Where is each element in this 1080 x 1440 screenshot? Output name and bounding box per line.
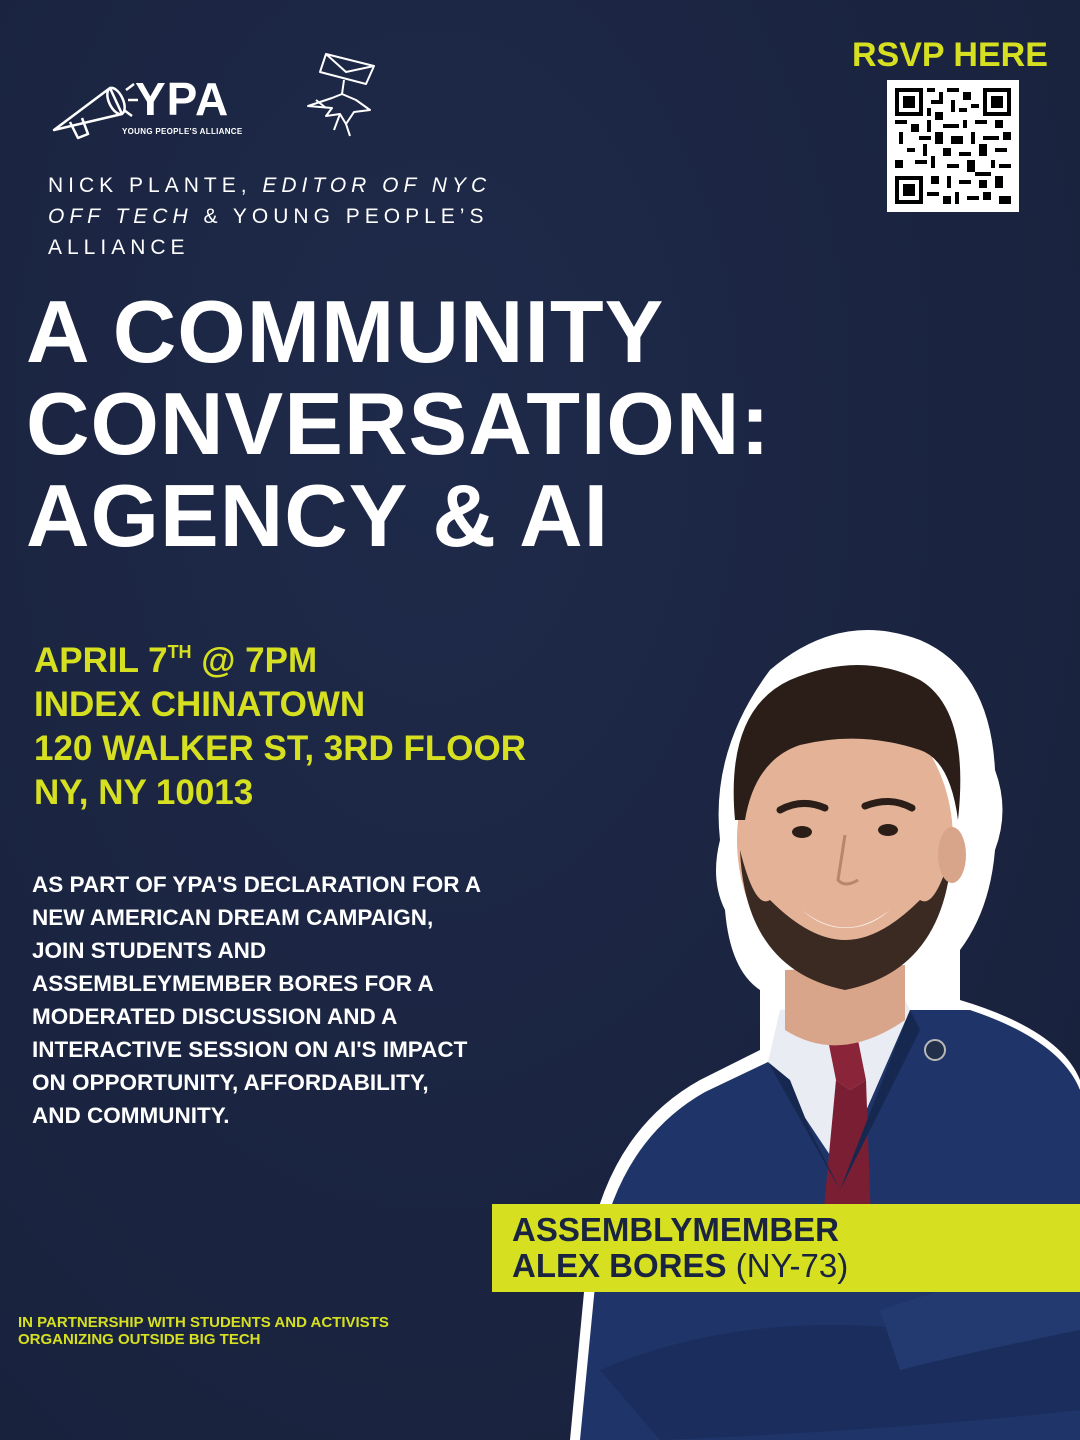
speaker-name-banner — [492, 1204, 1080, 1292]
date-ordinal: TH — [167, 642, 192, 662]
description-line: AS PART OF YPA'S DECLARATION FOR A — [32, 872, 482, 897]
description-line: INTERACTIVE SESSION ON AI'S IMPACT — [32, 1037, 468, 1062]
description-line: JOIN STUDENTS AND — [32, 938, 267, 963]
event-details — [34, 630, 526, 815]
date-time: @ 7PM — [191, 641, 318, 680]
event-date — [34, 630, 526, 683]
title-line-3: AGENCY & AI — [26, 466, 610, 565]
event-description — [32, 868, 552, 1132]
event-venue: INDEX CHINATOWN — [34, 685, 366, 724]
byline-organization: & YOUNG PEOPLE’S ALLIANCE — [48, 205, 489, 259]
rsvp-label: RSVP HERE — [852, 36, 1048, 74]
partnership-footer — [18, 1314, 389, 1348]
event-title — [26, 282, 771, 565]
rsvp-qr-code[interactable] — [887, 80, 1019, 212]
description-line: ON OPPORTUNITY, AFFORDABILITY, — [32, 1070, 429, 1095]
description-line: AND COMMUNITY. — [32, 1103, 230, 1128]
bird-with-envelope-icon — [296, 50, 382, 140]
footer-line-2: ORGANIZING OUTSIDE BIG TECH — [18, 1331, 261, 1348]
date-day: APRIL 7 — [34, 641, 168, 680]
description-line: ASSEMBLEYMEMBER BORES FOR A — [32, 971, 434, 996]
event-address: 120 WALKER ST, 3RD FLOOR — [34, 729, 527, 768]
qr-code-icon — [895, 88, 1011, 204]
byline — [48, 170, 548, 263]
speaker-title: ASSEMBLYMEMBER — [512, 1211, 839, 1248]
speaker-district: (NY-73) — [735, 1247, 849, 1284]
byline-author: NICK PLANTE, — [48, 174, 263, 197]
speaker-name: ALEX BORES — [512, 1247, 736, 1284]
title-line-2: CONVERSATION: — [26, 374, 771, 473]
description-line: MODERATED DISCUSSION AND A — [32, 1004, 398, 1029]
description-line: NEW AMERICAN DREAM CAMPAIGN, — [32, 905, 434, 930]
title-line-1: A COMMUNITY — [26, 282, 665, 381]
footer-line-1: IN PARTNERSHIP WITH STUDENTS AND ACTIVISTS — [18, 1314, 389, 1331]
speaker-name-line — [512, 1248, 848, 1284]
byline-publication: EDITOR OF NYC OFF TECH — [48, 174, 492, 228]
event-city: NY, NY 10013 — [34, 773, 254, 812]
ypa-subtitle: YOUNG PEOPLE'S ALLIANCE — [122, 127, 243, 136]
ypa-wordmark: YPA — [135, 73, 230, 125]
speaker-portrait — [540, 610, 1080, 1440]
